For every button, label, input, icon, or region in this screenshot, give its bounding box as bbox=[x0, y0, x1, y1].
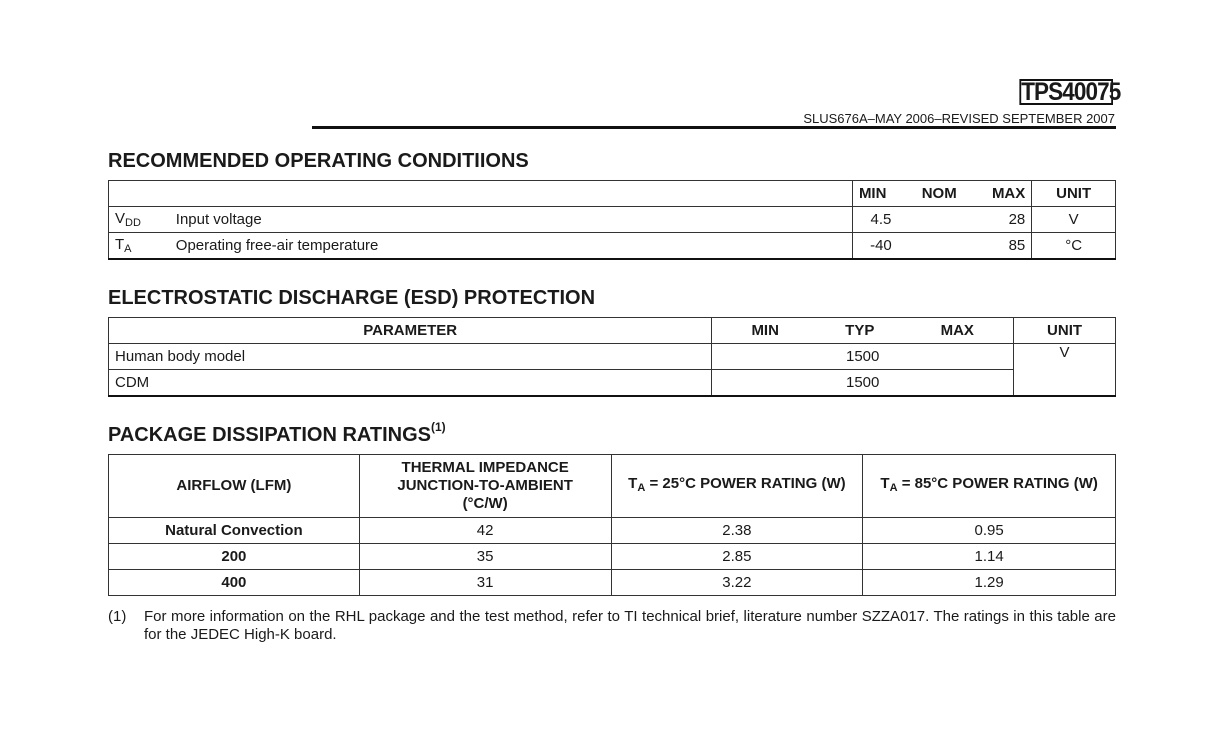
airflow-value: Natural Convection bbox=[109, 518, 360, 544]
table-row bbox=[109, 233, 1116, 259]
values bbox=[852, 207, 1031, 233]
col-min: MIN bbox=[858, 185, 887, 202]
description: Operating free-air temperature bbox=[170, 233, 853, 259]
table-row bbox=[109, 370, 1116, 396]
package-table bbox=[108, 454, 1116, 596]
power-85c-value: 1.14 bbox=[863, 544, 1116, 570]
esd-table bbox=[108, 317, 1116, 397]
col-thermal-impedance: THERMAL IMPEDANCE JUNCTION-TO-AMBIENT (°C/W) bbox=[359, 455, 611, 518]
col-power-25c: $T_A = 25^\circ C$ POWER RATING (W) bbox=[611, 455, 863, 518]
airflow-value: 200 bbox=[109, 544, 360, 570]
values bbox=[852, 233, 1031, 259]
unit-value: °C bbox=[1032, 233, 1116, 259]
impedance-value: 35 bbox=[359, 544, 611, 570]
description: Input voltage bbox=[170, 207, 853, 233]
header-rule bbox=[312, 126, 1116, 129]
airflow-value: 400 bbox=[109, 570, 360, 596]
table-header-row bbox=[109, 455, 1116, 518]
symbol: $V_{DD}$ bbox=[109, 207, 170, 233]
roc-table bbox=[108, 180, 1116, 260]
typ-value: 1500 bbox=[712, 370, 1014, 396]
document-reference: SLUS676A–MAY 2006–REVISED SEPTEMBER 2007 bbox=[803, 111, 1115, 126]
table-row bbox=[109, 544, 1116, 570]
min-typ-max-header bbox=[712, 318, 1014, 344]
min-value: -40 bbox=[870, 236, 892, 254]
parameter: Human body model bbox=[109, 344, 712, 370]
max-value: 85 bbox=[1008, 236, 1026, 254]
footnote bbox=[108, 608, 1116, 644]
col-unit: UNIT bbox=[1014, 318, 1116, 344]
impedance-value: 31 bbox=[359, 570, 611, 596]
col-nom: NOM bbox=[921, 185, 957, 202]
min-value: 4.5 bbox=[870, 211, 892, 228]
unit-value: V bbox=[1032, 207, 1116, 233]
esd-title: ELECTROSTATIC DISCHARGE (ESD) PROTECTION bbox=[108, 287, 596, 309]
col-power-85c: $T_A = 85^\circ C$ POWER RATING (W) bbox=[863, 455, 1116, 518]
impedance-value: 42 bbox=[359, 518, 611, 544]
symbol: $T_A$ bbox=[109, 233, 170, 259]
table-header-row bbox=[109, 181, 1116, 207]
table-row bbox=[109, 518, 1116, 544]
min-nom-max-header bbox=[852, 181, 1031, 207]
parameter: CDM bbox=[109, 370, 712, 396]
col-airflow: AIRFLOW (LFM) bbox=[109, 455, 360, 518]
power-85c-value: 0.95 bbox=[863, 518, 1116, 544]
col-min: MIN bbox=[751, 322, 779, 339]
power-85c-value: 1.29 bbox=[863, 570, 1116, 596]
pkg-title: PACKAGE DISSIPATION RATINGS$^{(1)}$ bbox=[108, 420, 446, 446]
unit-value: V bbox=[1014, 344, 1116, 396]
power-25c-value: 2.38 bbox=[611, 518, 863, 544]
footnote-mark: (1) bbox=[108, 608, 127, 625]
part-number: TPS40075 bbox=[1021, 78, 1121, 106]
footnote-text: For more information on the RHL package and the test method, refer to TI technical brief, literature number SZZA017. The ratings in this table are for the JEDEC High-K board. bbox=[144, 608, 1116, 643]
col-typ: TYP bbox=[845, 322, 875, 339]
col-max: MAX bbox=[991, 185, 1026, 202]
col-max: MAX bbox=[940, 322, 974, 339]
power-25c-value: 3.22 bbox=[611, 570, 863, 596]
table-header-row bbox=[109, 318, 1116, 344]
power-25c-value: 2.85 bbox=[611, 544, 863, 570]
footnote-ref: (1) bbox=[430, 420, 446, 434]
max-value: 28 bbox=[1008, 211, 1026, 228]
roc-title: RECOMMENDED OPERATING CONDITIIONS bbox=[108, 150, 529, 172]
table-row bbox=[109, 207, 1116, 233]
col-unit: UNIT bbox=[1032, 181, 1116, 207]
col-parameter: PARAMETER bbox=[109, 318, 712, 344]
typ-value: 1500 bbox=[712, 344, 1014, 370]
table-row bbox=[109, 570, 1116, 596]
table-row bbox=[109, 344, 1116, 370]
